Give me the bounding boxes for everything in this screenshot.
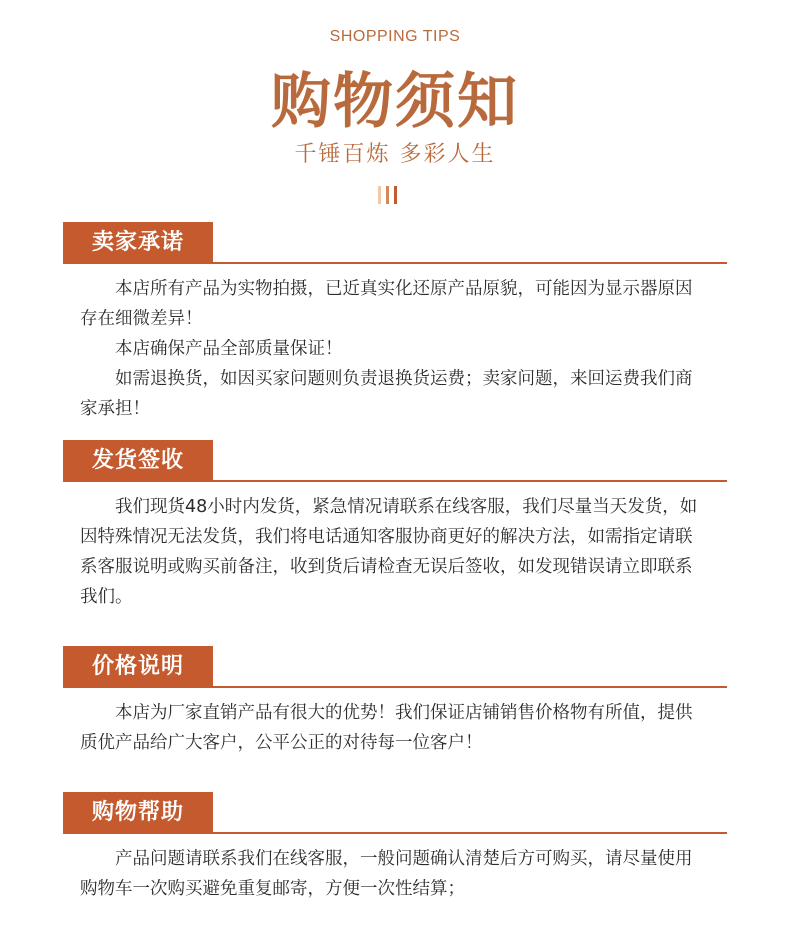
divider-mark-mid (386, 186, 389, 204)
section-rule (63, 686, 727, 688)
section-pricing (0, 646, 790, 776)
section-title-badge: 购物帮助 (63, 792, 213, 834)
section-rule (63, 832, 727, 834)
divider-marks (378, 186, 404, 206)
section-shipping (0, 440, 790, 630)
paragraph: 如需退换货，如因买家问题则负责退换货运费；卖家问题，来回运费我们商家承担！ (80, 369, 693, 419)
section-body (80, 698, 700, 758)
section-rule (63, 262, 727, 264)
section-body (80, 274, 700, 424)
paragraph: 我们现货48小时内发货，紧急情况请联系在线客服，我们尽量当天发货，如因特殊情况无法发货，我们将电话通知客服协商更好的解决方法，如需指定请联系客服说明或购买前备注，收到货后请检查无误后签收，如发现错误请立即联系我们。 (80, 497, 698, 607)
section-shopping-help (0, 792, 790, 922)
paragraph: 本店确保产品全部质量保证！ (115, 339, 343, 359)
header (0, 0, 790, 210)
subtitle-english: SHOPPING TIPS (329, 28, 461, 45)
divider-mark-light (378, 186, 381, 204)
section-body (80, 492, 700, 612)
section-rule (63, 480, 727, 482)
paragraph: 产品问题请联系我们在线客服，一般问题确认清楚后方可购买，请尽量使用购物车一次购买避免重复邮寄，方便一次性结算； (80, 849, 693, 899)
section-body (80, 844, 700, 904)
divider-mark-dark (394, 186, 397, 204)
paragraph: 本店为厂家直销产品有很大的优势！我们保证店铺销售价格物有所值，提供质优产品给广大客户，公平公正的对待每一位客户！ (80, 703, 693, 753)
tagline: 千锤百炼 多彩人生 (294, 142, 496, 167)
section-title-badge: 卖家承诺 (63, 222, 213, 264)
section-title-badge: 发货签收 (63, 440, 213, 482)
section-seller-promise (0, 222, 790, 422)
paragraph: 本店所有产品为实物拍摄，已近真实化还原产品原貌，可能因为显示器原因存在细微差异！ (80, 279, 693, 329)
page-title: 购物须知 (271, 67, 519, 137)
section-title-badge: 价格说明 (63, 646, 213, 688)
